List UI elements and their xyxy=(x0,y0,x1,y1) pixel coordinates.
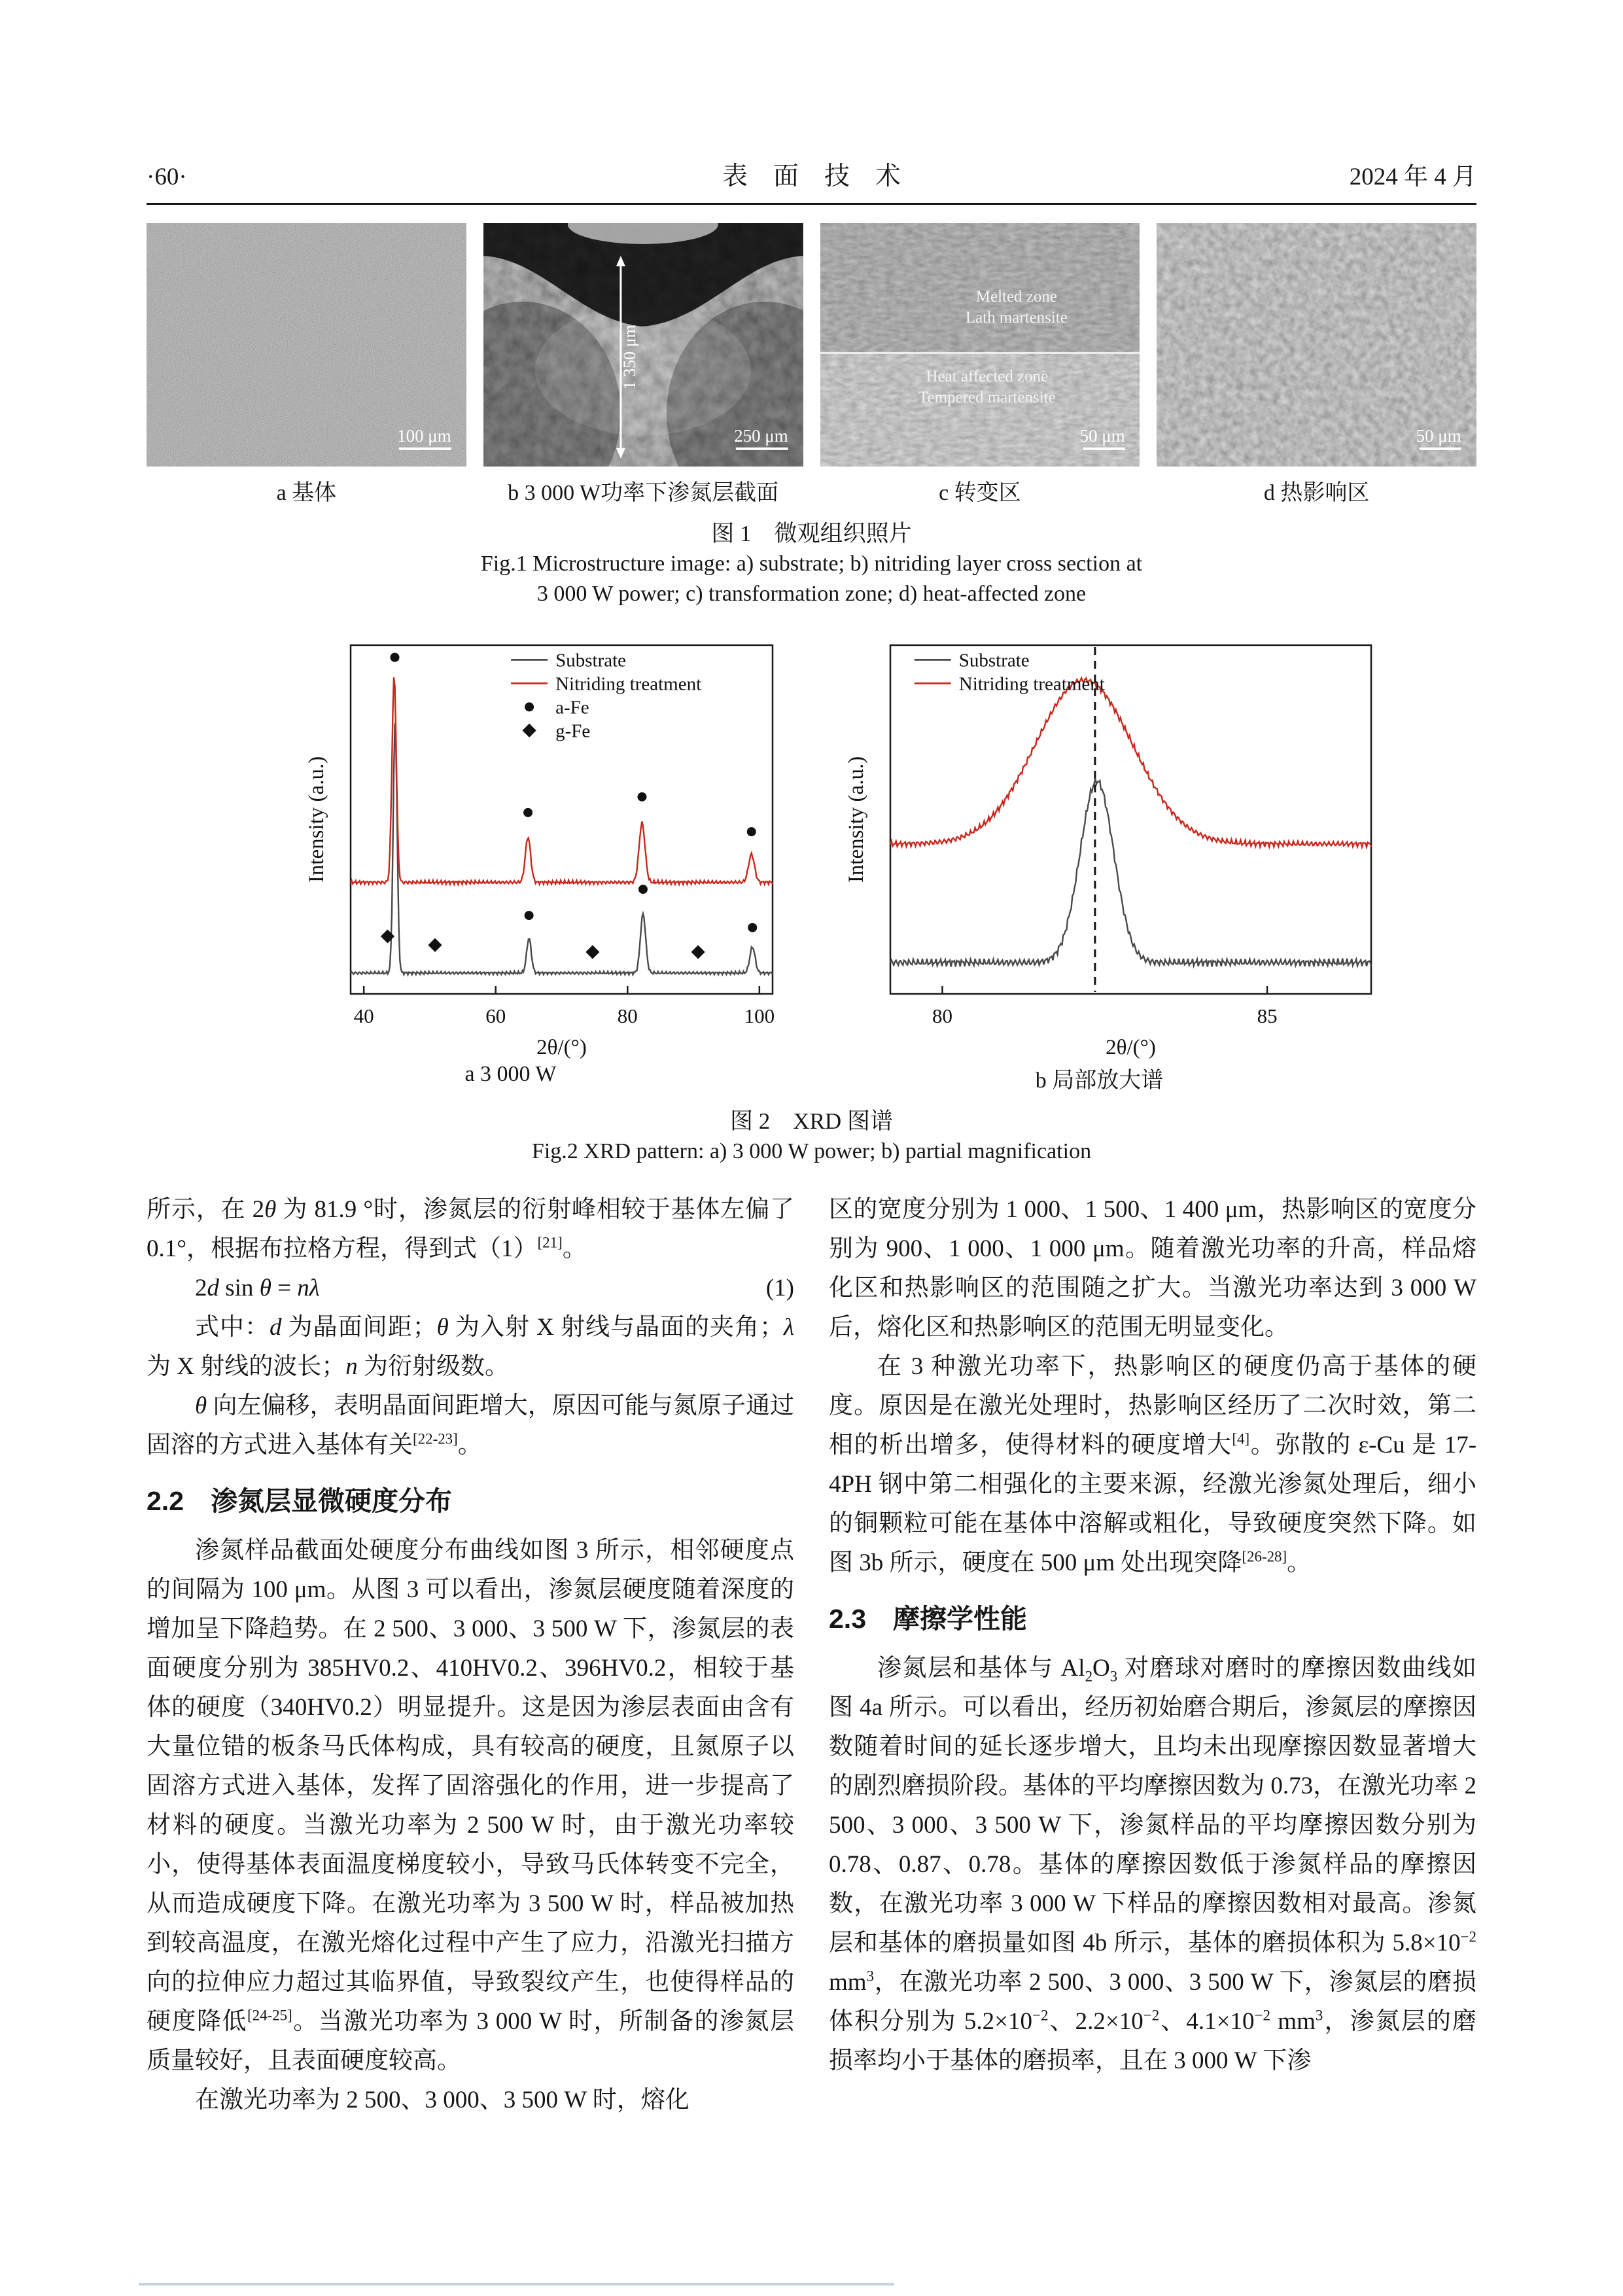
svg-text:80: 80 xyxy=(617,1004,638,1027)
scale-bar xyxy=(1420,448,1461,450)
svg-text:Intensity (a.u.): Intensity (a.u.) xyxy=(844,756,868,883)
section-heading-2-3: 2.3 摩擦学性能 xyxy=(829,1603,1027,1634)
equation-body: 2d sin θ = nλ xyxy=(195,1274,320,1301)
scale-bar xyxy=(399,448,451,450)
figure-2-caption xyxy=(0,1106,1623,1167)
figure-2 xyxy=(0,629,1623,1167)
svg-text:2θ/(°): 2θ/(°) xyxy=(1105,1035,1156,1059)
svg-text:Substrate: Substrate xyxy=(958,650,1030,671)
header-rule xyxy=(147,203,1476,205)
journal-title: 表 面 技 术 xyxy=(722,162,901,190)
svg-text:80: 80 xyxy=(932,1004,952,1027)
column-left xyxy=(147,1190,794,2120)
equation-number: (1) xyxy=(765,1274,794,1301)
scale-bar-label: 100 μm xyxy=(397,425,451,446)
page-number: ·60· xyxy=(147,164,187,190)
svg-text:85: 85 xyxy=(1257,1004,1278,1027)
figure-1 xyxy=(0,223,1623,609)
svg-text:2θ/(°): 2θ/(°) xyxy=(536,1035,587,1059)
depth-label: 1 350 μm xyxy=(620,325,639,390)
figure-2-caption-en: Fig.2 XRD pattern: a) 3 000 W power; b) partial magnification xyxy=(531,1139,1092,1164)
svg-text:Substrate: Substrate xyxy=(555,650,626,671)
figure-2-caption-cn: 图 2 XRD 图谱 xyxy=(730,1108,893,1134)
subfigure-label-b: b 3 000 W功率下渗氮层截面 xyxy=(508,480,779,505)
micrograph-item-d xyxy=(1157,223,1476,506)
equation-1 xyxy=(147,1269,794,1308)
subfigure-label-c: c 转变区 xyxy=(939,480,1021,505)
micrograph-transformation-zone-image xyxy=(820,223,1140,467)
section-heading-2-2: 2.2 渗氮层显微硬度分布 xyxy=(147,1485,452,1516)
page-header xyxy=(0,0,1623,192)
svg-text:40: 40 xyxy=(353,1004,374,1027)
tempered-martensite-label: Tempered martensite xyxy=(918,388,1056,406)
xrd-chart-zoom xyxy=(812,629,1387,1061)
paragraph: θ 向左偏移，表明晶面间距增大，原因可能与氮原子通过固溶的方式进入基体有关[22-23]。 xyxy=(147,1392,794,1458)
figure-1-caption-en-line1: Fig.1 Microstructure image: a) substrate; b) nitriding layer cross section at xyxy=(480,552,1143,576)
svg-text:Nitriding treatment: Nitriding treatment xyxy=(555,673,701,695)
micrograph-substrate-image xyxy=(147,223,466,467)
paragraph: 式中：d 为晶面间距；θ 为入射 X 射线与晶面的夹角；λ 为 X 射线的波长；n 为衍射级数。 xyxy=(147,1313,795,1380)
subfigure-label-d: d 热影响区 xyxy=(1263,480,1370,505)
svg-text:60: 60 xyxy=(485,1004,506,1027)
svg-text:g-Fe: g-Fe xyxy=(555,720,590,742)
xrd-chart-block-a xyxy=(236,629,786,1094)
figure-1-caption xyxy=(0,518,1623,609)
paragraph: 渗氮层和基体与 $Al_2O_3$ 对磨球对磨时的摩擦因数曲线如图 4a 所示。可以看出，经历初始磨合期后，渗氮层的摩擦因数随着时间的延长逐步增大，且均未出现摩擦因数显著增大的剧烈磨损阶段。基体的平均摩擦因数为 0.73，在激光功率 2 500、3 000、3 500 W 下，渗氮样品的平均摩擦因数分别为 0.78、0.87、0.78。基体的摩擦因数低于渗氮样品的摩擦因数，在激光功率 3 000 W 下样品的摩擦因数相对最高。渗氮层和基体的磨损量如图 4b 所示，基体的磨损体积为 $5.8\times 10^{-2}$ $mm^3$，在激光功率 2 500、3 000、3 500 W 下，渗氮层的磨损体积分别为 $5.2\times 10^{-2}$、$2.2\times 10^{-2}$、$4.1\times 10^{-2}$ $mm^3$，渗氮层的磨损率均小于基体的磨损率，且在 3 000 W 下渗 xyxy=(829,1655,1477,2075)
xrd-charts-row xyxy=(0,629,1623,1094)
subfigure-label-a: a 基体 xyxy=(276,480,337,505)
paragraph: 在激光功率为 2 500、3 000、3 500 W 时，熔化 xyxy=(195,2087,689,2114)
svg-text:Nitriding treatment: Nitriding treatment xyxy=(958,673,1105,695)
paragraph: 渗氮样品截面处硬度分布曲线如图 3 所示，相邻硬度点的间隔为 100 μm。从图 3 可以看出，渗氮层硬度随着深度的增加呈下降趋势。在 2 500、3 000、3 500 W 下，渗氮层的表面硬度分别为 385HV0.2、410HV0.2、396HV0.2，相较于基体的硬度（340HV0.2）明显提升。这是因为渗层表面由含有大量位错的板条马氏体构成，具有较高的硬度，且氮原子以固溶方式进入基体，发挥了固溶强化的作用，进一步提高了材料的硬度。当激光功率为 2 500 W 时，由于激光功率较小，使得基体表面温度梯度较小，导致马氏体转变不完全，从而造成硬度下降。在激光功率为 3 500 W 时，样品被加热到较高温度，在激光熔化过程中产生了应力，沿激光扫描方向的拉伸应力超过其临界值，导致裂纹产生，也使得样品的硬度降低[24-25]。当激光功率为 3 000 W 时，所制备的渗氮层质量较好，且表面硬度较高。 xyxy=(147,1537,794,2075)
xrd-chart-block-b xyxy=(812,629,1387,1094)
subfigure-label-chart-b: b 局部放大谱 xyxy=(1035,1068,1164,1093)
scale-bar-label: 50 μm xyxy=(1079,425,1125,446)
body-columns xyxy=(147,1190,1476,2120)
svg-text:a-Fe: a-Fe xyxy=(555,697,589,718)
figure-1-caption-cn: 图 1 微观组织照片 xyxy=(711,520,912,546)
paragraph: 区的宽度分别为 1 000、1 500、1 400 μm，热影响区的宽度分别为 900、1 000、1 000 μm。随着激光功率的升高，样品熔化区和热影响区的范围随之扩大。当激光功率达到 3 000 W 后，熔化区和热影响区的范围无明显变化。 xyxy=(829,1195,1476,1341)
zone-boundary-line xyxy=(820,352,1140,354)
xrd-chart-full xyxy=(236,629,786,1061)
micrograph-item-a xyxy=(147,223,466,506)
figure-1-caption-en-line2: 3 000 W power; c) transformation zone; d) heat-affected zone xyxy=(536,581,1087,606)
scale-bar xyxy=(1083,448,1125,450)
melted-zone-label: Melted zone xyxy=(975,287,1057,306)
scale-bar-label: 50 μm xyxy=(1416,425,1462,446)
scale-bar-label: 250 μm xyxy=(733,425,788,446)
lath-martensite-label: Lath martensite xyxy=(965,308,1068,327)
svg-text:Intensity (a.u.): Intensity (a.u.) xyxy=(304,756,328,883)
micrograph-nitriding-cross-section-image xyxy=(483,223,803,467)
micrograph-row xyxy=(147,223,1476,506)
subfigure-label-chart-a: a 3 000 W xyxy=(464,1061,557,1086)
paragraph: 所示，在 2θ 为 81.9 °时，渗氮层的衍射峰相较于基体左偏了 0.1°，根据布拉格方程，得到式（1）[21]。 xyxy=(147,1195,795,1262)
column-right xyxy=(829,1190,1476,2120)
scale-bar xyxy=(736,448,788,450)
micrograph-heat-affected-zone-image xyxy=(1157,223,1476,467)
paragraph: 在 3 种激光功率下，热影响区的硬度仍高于基体的硬度。原因是在激光处理时，热影响区经历了二次时效，第二相的析出增多，使得材料的硬度增大[4]。弥散的 ε-Cu 是 17-4PH 钢中第二相强化的主要来源，经激光渗氮处理后，细小的铜颗粒可能在基体中溶解或粗化，导致硬度突然下降。如图 3b 所示，硬度在 500 μm 处出现突降[26-28]。 xyxy=(829,1352,1477,1576)
svg-text:100: 100 xyxy=(744,1004,775,1027)
micrograph-item-b xyxy=(483,223,803,506)
micrograph-item-c xyxy=(820,223,1140,506)
page-bottom-artifact xyxy=(139,2283,894,2286)
heat-affected-zone-label: Heat affected zone xyxy=(926,367,1048,385)
issue-date: 2024 年 4 月 xyxy=(1349,164,1476,190)
